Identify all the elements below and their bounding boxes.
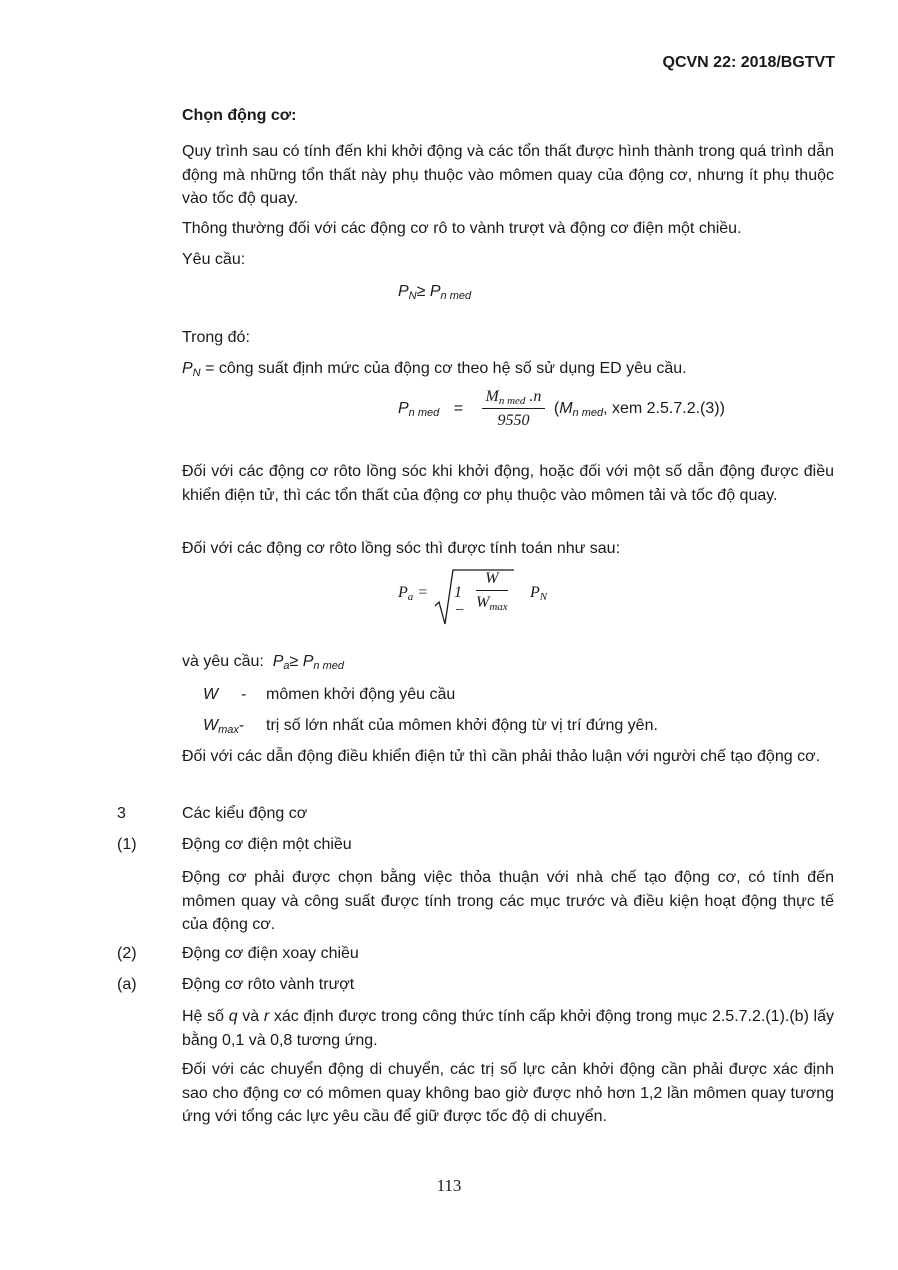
section-title: Chọn động cơ: — [182, 107, 297, 124]
symbol-w: W — [203, 686, 219, 703]
document-code: QCVN 22: 2018/BGTVT — [662, 54, 835, 71]
dash-w: - — [241, 686, 247, 703]
item-a-paragraph-1: Hệ số q và r xác định được trong công thức tính cấp khởi động trong mục 2.5.7.2.(1).(b) lấy bằng 0,1 và 0,8 tương ứng. — [182, 1008, 835, 1049]
symbol-wmax: $W_{max}-$ — [203, 717, 245, 736]
item-2-number: (2) — [117, 945, 137, 962]
item-a-text: Động cơ rôto vành trượt — [182, 976, 355, 993]
item-3-number: 3 — [117, 805, 126, 822]
page-number: 113 — [436, 1176, 462, 1195]
paragraph-squirrel-cage: Đối với các động cơ rôto lồng sóc khi khởi động, hoặc đối với một số dẫn động được điều khiển điện tử, thì các tổn thất của động cơ phụ thuộc vào mômen tải và tốc độ quay. — [182, 463, 834, 504]
pn-definition: $P_N$ = công suất định mức của động cơ theo hệ số sử dụng ED yêu cầu. — [182, 360, 687, 379]
item-1-text: Động cơ điện một chiều — [182, 836, 352, 853]
item-1-paragraph: Động cơ phải được chọn bằng việc thỏa thuận với nhà chế tạo động cơ, có tính đến mômen quay và công suất được tính trong các mục trước và điều kiện hoạt động thực tế của động cơ. — [182, 869, 834, 933]
item-a-number: (a) — [117, 976, 137, 993]
w-definition: mômen khởi động yêu cầu — [266, 686, 456, 703]
paragraph-electronic: Đối với các dẫn động điều khiển điện tử thì cần phải thảo luận với người chế tạo động cơ. — [182, 748, 821, 765]
paragraph-motor-types: Thông thường đối với các động cơ rô to vành trượt và động cơ điện một chiều. — [182, 220, 742, 237]
where-label: Trong đó: — [182, 329, 250, 346]
item-1-number: (1) — [117, 836, 137, 853]
requirement-label: Yêu cầu: — [182, 251, 246, 268]
paragraph-calc: Đối với các động cơ rôto lồng sóc thì được tính toán như sau: — [182, 540, 621, 557]
paragraph-intro: Quy trình sau có tính đến khi khởi động và các tổn thất được hình thành trong quá trình dẫn động mà những tổn thất này phụ thuộc vào mômen quay của động cơ, nhưng ít phụ thuộc vào tốc độ quay. — [182, 143, 834, 207]
item-a-paragraph-2: Đối với các chuyển động di chuyển, các trị số lực cản khởi động cần phải được xác định sao cho động cơ có mômen quay không bao giờ được nhỏ hơn 1,2 lần mômen quay tương ứng với tổng các lực yêu cầu để giữ được tốc độ di chuyển. — [182, 1061, 834, 1125]
and-requirement: và yêu cầu: $P_a\ge P_{n med}$ — [182, 653, 344, 672]
item-3-text: Các kiểu động cơ — [182, 805, 308, 822]
item-2-text: Động cơ điện xoay chiều — [182, 945, 359, 962]
wmax-definition: trị số lớn nhất của mômen khởi động từ vị trí đứng yên. — [266, 717, 658, 734]
formula-pn-ge-pnmed: $P_N\ge P_{n med}$ — [398, 283, 472, 302]
formula-pnmed: $P_{n med}$ = $\frac{M_{n med} .n}{9550}$ ($M_{n med}$, xem 2.5.7.2.(3)) — [398, 388, 725, 429]
